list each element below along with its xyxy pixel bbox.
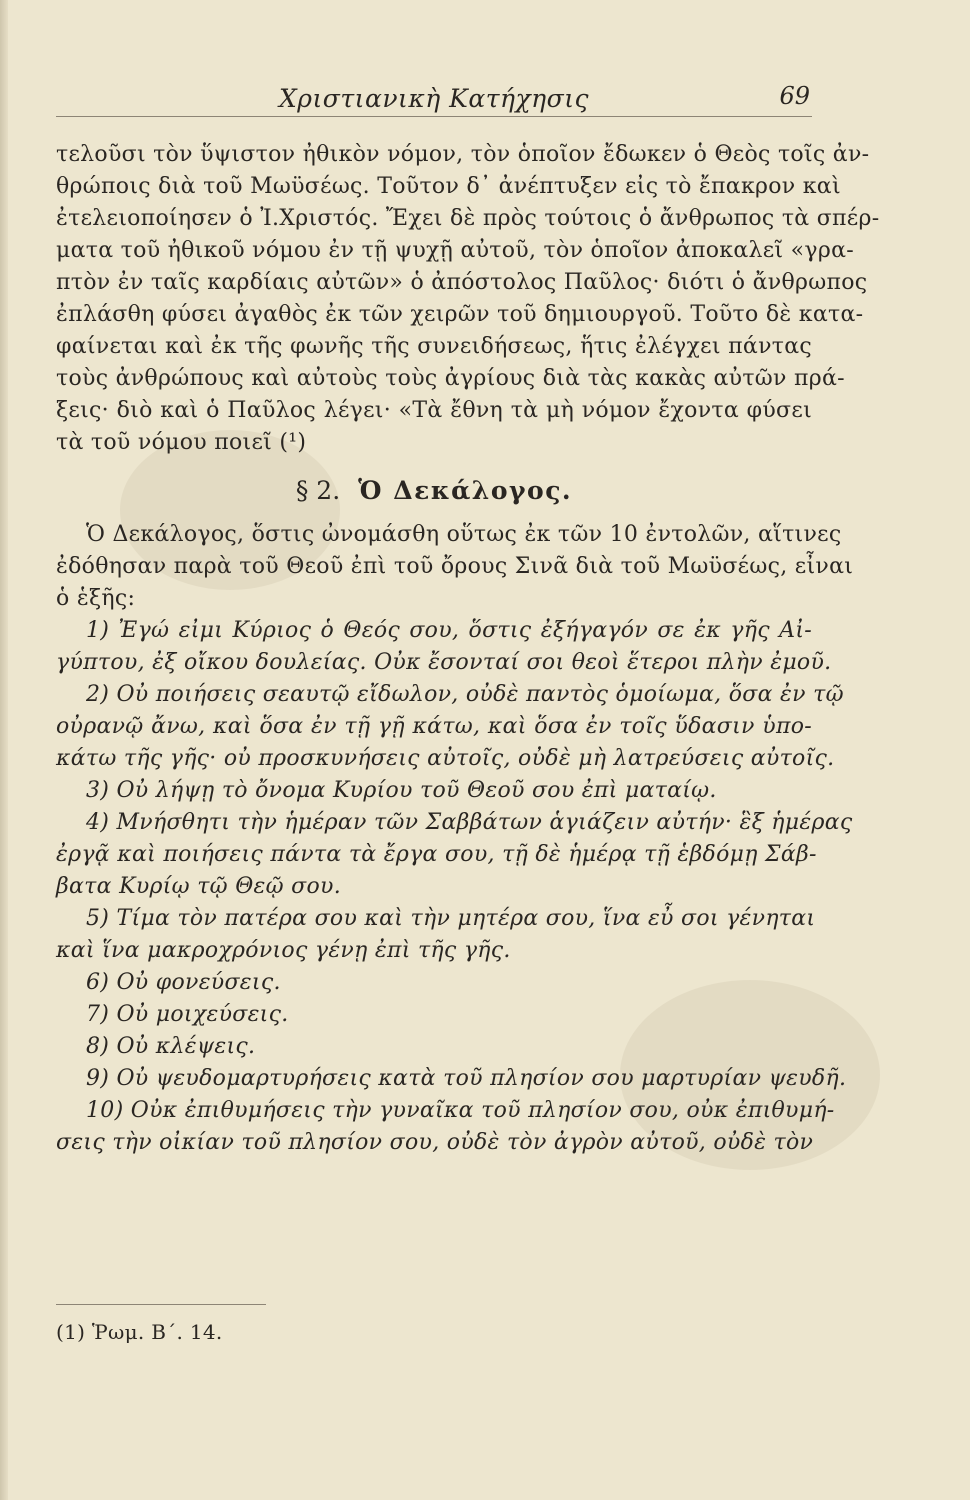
section-title	[56, 471, 812, 511]
commandment-line: 7) Οὐ μοιχεύσεις.	[86, 1002, 289, 1027]
section-number: § 2.	[295, 476, 341, 505]
commandment-line: σεις τὴν οἰκίαν τοῦ πλησίον σου, οὐδὲ τὸν ἀγρὸν αὐτοῦ, οὐδὲ τὸν	[56, 1130, 814, 1155]
commandment-line: 10) Οὐκ ἐπιθυμήσεις τὴν γυναῖκα τοῦ πλησίον σου, οὐκ ἐπιθυμή-	[86, 1098, 835, 1123]
commandment-line: βατα Κυρίῳ τῷ Θεῷ σου.	[56, 874, 342, 899]
section-heading: Ὁ Δεκάλογος.	[358, 476, 573, 505]
intro-line: ξεις· διὸ καὶ ὁ Παῦλος λέγει· «Τὰ ἔθνη τὰ μὴ νόμον ἔχοντα φύσει	[56, 398, 812, 423]
commandment-line: οὐρανῷ ἄνω, καὶ ὅσα ἐν τῇ γῇ κάτω, καὶ ὅσα ἐν τοῖς ὕδασιν ὑπο-	[56, 714, 812, 739]
commandment-line: 6) Οὐ φονεύσεις.	[86, 970, 281, 995]
footnote: (1) Ῥωμ. Β΄. 14.	[56, 1320, 223, 1344]
commandment-line: 5) Τίμα τὸν πατέρα σου καὶ τὴν μητέρα σου, ἵνα εὖ σοι γένηται	[86, 906, 816, 931]
section-intro-line: Ὁ Δεκάλογος, ὅστις ὠνομάσθη οὕτως ἐκ τῶν 10 ἐντολῶν, αἵτινες	[86, 522, 842, 547]
footnote-divider	[56, 1304, 266, 1305]
intro-line: θρώποις διὰ τοῦ Μωϋσέως. Τοῦτον δ᾽ ἀνέπτυξεν εἰς τὸ ἔπακρον καὶ	[56, 174, 841, 199]
running-title: Χριστιανικὴ Κατήχησις	[278, 84, 590, 113]
intro-line: πτὸν ἐν ταῖς καρδίαις αὐτῶν» ὁ ἀπόστολος Παῦλος· διότι ὁ ἄνθρωπος	[56, 270, 868, 295]
intro-line: τελοῦσι τὸν ὕψιστον ἠθικὸν νόμον, τὸν ὁποῖον ἔδωκεν ὁ Θεὸς τοῖς ἀν-	[56, 142, 870, 167]
commandment-line: 9) Οὐ ψευδομαρτυρήσεις κατὰ τοῦ πλησίον σου μαρτυρίαν ψευδῆ.	[86, 1066, 847, 1091]
intro-line: τοὺς ἀνθρώπους καὶ αὐτοὺς τοὺς ἀγρίους διὰ τὰς κακὰς αὐτῶν πρά-	[56, 366, 845, 391]
running-header	[56, 82, 812, 117]
commandment-line: 8) Οὐ κλέψεις.	[86, 1034, 256, 1059]
commandment-line: κάτω τῆς γῆς· οὐ προσκυνήσεις αὐτοῖς, οὐδὲ μὴ λατρεύσεις αὐτοῖς.	[56, 746, 835, 771]
commandment-line: 2) Οὐ ποιήσεις σεαυτῷ εἴδωλον, οὐδὲ παντὸς ὁμοίωμα, ὅσα ἐν τῷ	[86, 682, 844, 707]
intro-line: τὰ τοῦ νόμου ποιεῖ (¹)	[56, 430, 307, 455]
commandment-line: 1) Ἐγώ εἰμι Κύριος ὁ Θεός σου, ὅστις ἐξήγαγόν σε ἐκ γῆς Αἰ-	[86, 618, 812, 643]
spacer	[56, 459, 812, 471]
intro-line: ἐπλάσθη φύσει ἀγαθὸς ἐκ τῶν χειρῶν τοῦ δημιουργοῦ. Τοῦτο δὲ κατα-	[56, 302, 864, 327]
commandment-line: 3) Οὐ λήψῃ τὸ ὄνομα Κυρίου τοῦ Θεοῦ σου ἐπὶ ματαίῳ.	[86, 778, 717, 803]
commandment-line: 4) Μνήσθητι τὴν ἡμέραν τῶν Σαββάτων ἁγιάζειν αὐτήν· ἓξ ἡμέρας	[86, 810, 853, 835]
page-number: 69	[779, 82, 810, 110]
section-intro-line: ὁ ἑξῆς:	[56, 586, 136, 611]
intro-line: ἐτελειοποίησεν ὁ Ἰ.Χριστός. Ἔχει δὲ πρὸς τούτοις ὁ ἄνθρωπος τὰ σπέρ-	[56, 206, 880, 231]
commandment-line: ἐργᾷ καὶ ποιήσεις πάντα τὰ ἔργα σου, τῇ δὲ ἡμέρᾳ τῇ ἑβδόμῃ Σάβ-	[56, 842, 817, 867]
commandment-line: γύπτου, ἐξ οἴκου δουλείας. Οὐκ ἔσονταί σοι θεοὶ ἕτεροι πλὴν ἐμοῦ.	[56, 650, 832, 675]
commandment-line: καὶ ἵνα μακροχρόνιος γένῃ ἐπὶ τῆς γῆς.	[56, 938, 511, 963]
intro-line: ματα τοῦ ἠθικοῦ νόμου ἐν τῇ ψυχῇ αὐτοῦ, τὸν ὁποῖον ἀποκαλεῖ «γρα-	[56, 238, 854, 263]
body-text	[56, 139, 880, 1159]
intro-line: φαίνεται καὶ ἐκ τῆς φωνῆς τῆς συνειδήσεως, ἥτις ἐλέγχει πάντας	[56, 334, 812, 359]
section-intro-line: ἐδόθησαν παρὰ τοῦ Θεοῦ ἐπὶ τοῦ ὄρους Σινᾶ διὰ τοῦ Μωϋσέως, εἶναι	[56, 554, 854, 579]
